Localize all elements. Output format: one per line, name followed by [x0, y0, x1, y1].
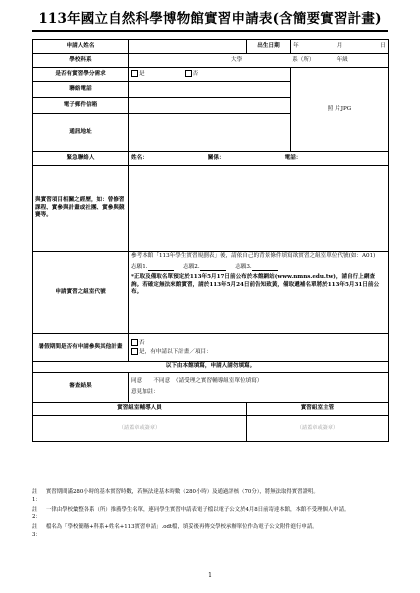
experience-label: 與實習項目相關之經歷，如：曾修習課程、實參與計畫或社團、實參與競賽等。: [33, 166, 129, 252]
credit-field: [129, 68, 291, 82]
other-plan-label: 暑假期間是否有申請參與其他計畫: [33, 334, 129, 362]
credit-label: 是否有實習學分需求: [33, 68, 129, 82]
name-label: 申請人姓名: [33, 40, 129, 54]
address-label: 通訊地址: [33, 114, 129, 152]
wish-3-label: 志願3.: [235, 263, 252, 270]
wish-2-label: 志願2.: [183, 263, 200, 270]
footnote-3-num: 註3：: [32, 524, 41, 539]
experience-field[interactable]: [129, 166, 389, 252]
page-number: 1: [208, 572, 212, 579]
other-yes-checkbox[interactable]: [131, 348, 138, 355]
emergency-field[interactable]: [129, 152, 389, 166]
emergency-relation-label: 關係：: [207, 154, 225, 161]
staff-only-banner: 以下由本館填寫，申請人請勿填寫。: [33, 362, 389, 373]
wish-2-blank[interactable]: [200, 265, 226, 271]
emergency-label: 緊急聯絡人: [33, 152, 129, 166]
footnotes: [32, 489, 388, 542]
footnote-1: [32, 489, 388, 505]
wish-3-blank[interactable]: [252, 265, 278, 271]
wish-1-label: 志願1.: [131, 263, 148, 270]
credit-no-checkbox[interactable]: [185, 70, 192, 77]
phone-label: 聯絡電話: [33, 82, 129, 98]
review-field: [129, 372, 389, 402]
birth-field[interactable]: [291, 40, 389, 54]
director-stamp-placeholder[interactable]: （請蓋章或簽章）: [247, 415, 389, 441]
phone-field[interactable]: [129, 82, 291, 98]
emergency-name-label: 姓名：: [131, 154, 148, 161]
other-plan-field: [129, 334, 389, 362]
address-field[interactable]: [129, 114, 291, 152]
mentor-stamp-placeholder[interactable]: （請蓋章或簽章）: [33, 415, 247, 441]
footnote-3-text: 檔名為「學校簡稱+科系+姓名+113實習申請」.odt檔，填妥後再傳交學校承辦單位作為電子公文附件進行申請。: [46, 524, 318, 531]
footnote-1-num: 註1：: [32, 489, 41, 503]
director-label: 實習組室主管: [247, 402, 389, 415]
photo-label: 照 片JPG: [327, 105, 352, 112]
emergency-phone-label: 電話：: [284, 154, 302, 161]
review-comment-label: 意見加註：: [131, 389, 159, 396]
unit-wish-row: [131, 264, 386, 272]
email-field[interactable]: [129, 98, 291, 114]
other-no-label: 否: [139, 339, 145, 346]
photo-box[interactable]: [291, 68, 389, 152]
grade-text: 年級: [336, 56, 348, 63]
birth-day: 日: [380, 42, 386, 49]
review-label: 審查結果: [33, 372, 129, 402]
footnote-3: [32, 524, 388, 540]
footnote-2-num: 註2：: [32, 506, 41, 521]
birth-month: 月: [336, 42, 343, 49]
unit-field[interactable]: [129, 252, 389, 334]
footnote-2: [32, 507, 388, 523]
name-field[interactable]: [129, 40, 247, 54]
footnote-1-text: 實習期間滿280小時的基本實習時數，若無法達基本時數（280小時）及通過評核（70分），將無法取得實習證明。: [46, 489, 319, 495]
univ-text: 大學: [231, 56, 243, 63]
email-label: 電子郵件信箱: [33, 98, 129, 114]
application-form: [32, 39, 389, 442]
credit-yes-label: 是: [139, 71, 145, 78]
credit-no-label: 否: [192, 71, 199, 78]
wish-1-blank[interactable]: [148, 265, 174, 271]
birth-year: 年: [293, 42, 299, 49]
birth-label: 出生日期: [247, 40, 291, 54]
unit-intro: 參考本館「113年學生實習規劃表」後，請依自己的背景條件填寫欲實習之組室單位代號(如：A01): [131, 253, 376, 259]
mentor-label: 實習組室輔導人員: [33, 402, 247, 415]
review-options: 同意 不同意 （請受理之實習輔導組室單位填寫）: [131, 377, 263, 384]
school-field[interactable]: [129, 54, 389, 68]
footnote-2-text: 一律由學校彙整各系（所）推薦學生名單，連同學生實習申請表電子檔以電子公文於4月8日前寄達本館，本館不受理個人申請。: [46, 506, 350, 513]
page-title: 113年國立自然科學博物館實習申請表(含簡要實習計畫): [32, 7, 388, 32]
other-yes-label: 是，有申請以下計畫／項目：: [139, 348, 212, 355]
unit-notice: *正取及備取名單預定於113年5月17日前公布於本館網站(www.nmns.edu.tw)，請自行上網查詢。若確定無法來館實習，請於113年5月24日前告知致黃，備取遞補名單將於113年5月31日前公布。: [131, 274, 380, 296]
dept-text: 系（所）: [292, 56, 315, 63]
other-no-checkbox[interactable]: [131, 339, 138, 346]
unit-label: 申請實習之組室代號: [33, 252, 129, 334]
credit-yes-checkbox[interactable]: [131, 70, 138, 77]
school-label: 學校科系: [33, 54, 129, 68]
